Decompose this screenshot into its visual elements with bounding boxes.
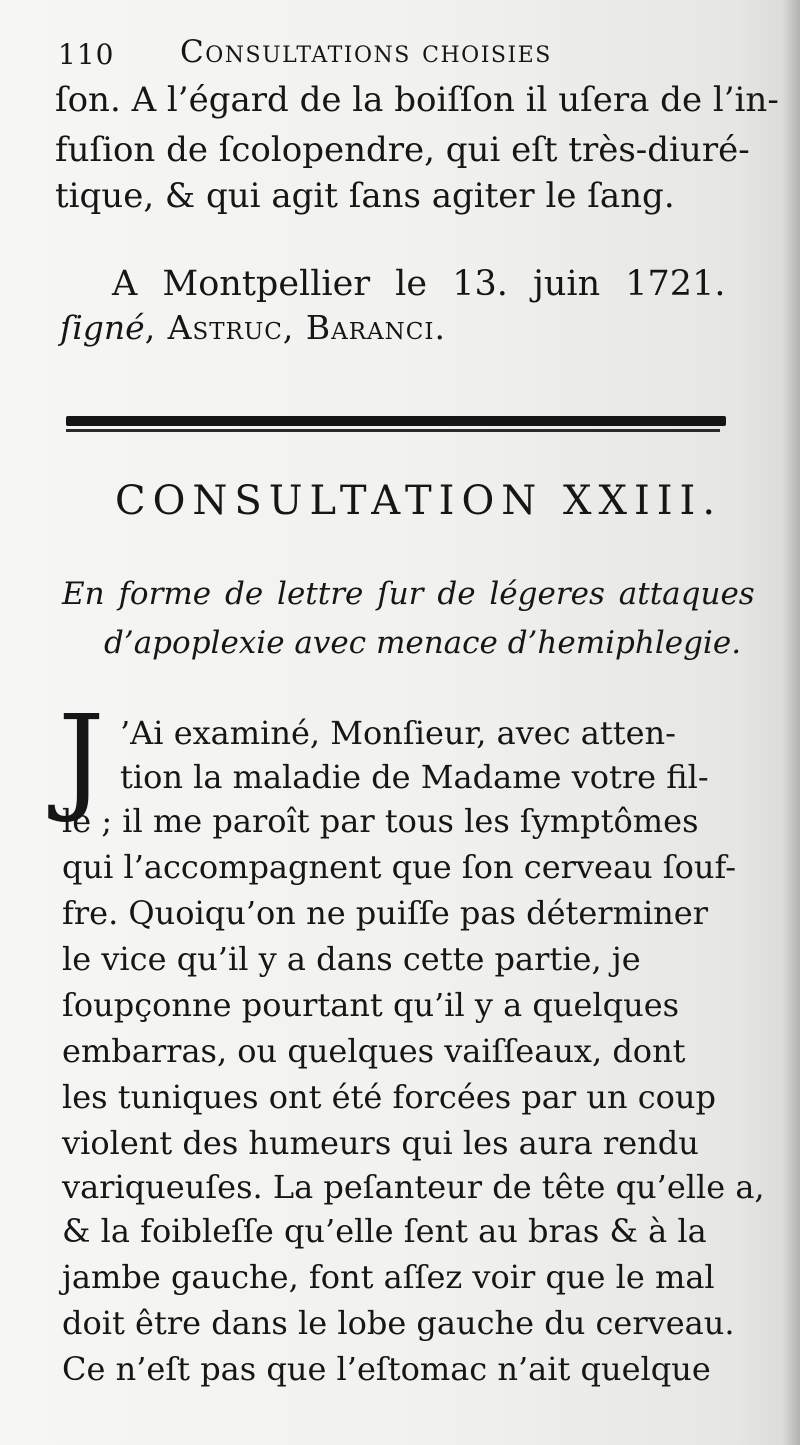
body-line: & la foibleſſe qu’elle ſent au bras & à la (62, 1212, 707, 1250)
closing-signature (60, 306, 446, 350)
consultation-subtitle-line: En forme de lettre ſur de légeres attaques (62, 576, 755, 612)
body-line: doit être dans le lobe gauche du cerveau. (62, 1304, 735, 1342)
consultation-subtitle-line: d’apoplexie avec menace d’hemiphlegie. (104, 625, 742, 661)
continuation-line: fuſion de ſcolopendre, qui eſt très-diuré- (55, 130, 750, 170)
body-line: tion la maladie de Madame votre fil- (120, 758, 709, 796)
body-line: le ; il me paroît par tous les ſymptômes (62, 802, 699, 840)
body-line: ’Ai examiné, Monſieur, avec atten- (120, 714, 676, 752)
page-number: 110 (58, 38, 115, 71)
body-line: embarras, ou quelques vaiſſeaux, dont (62, 1032, 686, 1070)
body-line: variqueuſes. La peſanteur de tête qu’elle a, (62, 1168, 765, 1206)
section-divider-rule (66, 416, 726, 426)
closing-place-date: A Montpellier le 13. juin 1721. (112, 264, 726, 304)
signatories: , Astruc, Baranci. (144, 308, 446, 347)
body-line: les tuniques ont été forcées par un coup (62, 1078, 717, 1116)
body-line: qui l’accompagnent que ſon cerveau ſouf- (62, 848, 737, 886)
body-line: Ce n’eſt pas que l’eſtomac n’ait quelque (62, 1350, 711, 1388)
body-line: jambe gauche, font aſſez voir que le mal (62, 1258, 715, 1296)
body-line: ſoupçonne pourtant qu’il y a quelques (62, 986, 680, 1024)
body-line: le vice qu’il y a dans cette partie, je (62, 940, 641, 978)
body-line: fre. Quoiqu’on ne puiſſe pas déterminer (62, 894, 709, 932)
running-header (58, 30, 698, 82)
consultation-heading: CONSULTATION XXIII. (115, 478, 723, 524)
signed-word: ſigné (60, 308, 145, 347)
body-line: violent des humeurs qui les aura rendu (62, 1124, 699, 1162)
running-title: Consultations choisies (180, 34, 552, 70)
continuation-line: tique, & qui agit ſans agiter le ſang. (55, 176, 675, 216)
section-divider-rule-thin (66, 429, 720, 432)
continuation-line: ſon. A l’égard de la boiſſon il uſera de l’in- (55, 80, 779, 120)
drop-cap: J (58, 691, 105, 826)
